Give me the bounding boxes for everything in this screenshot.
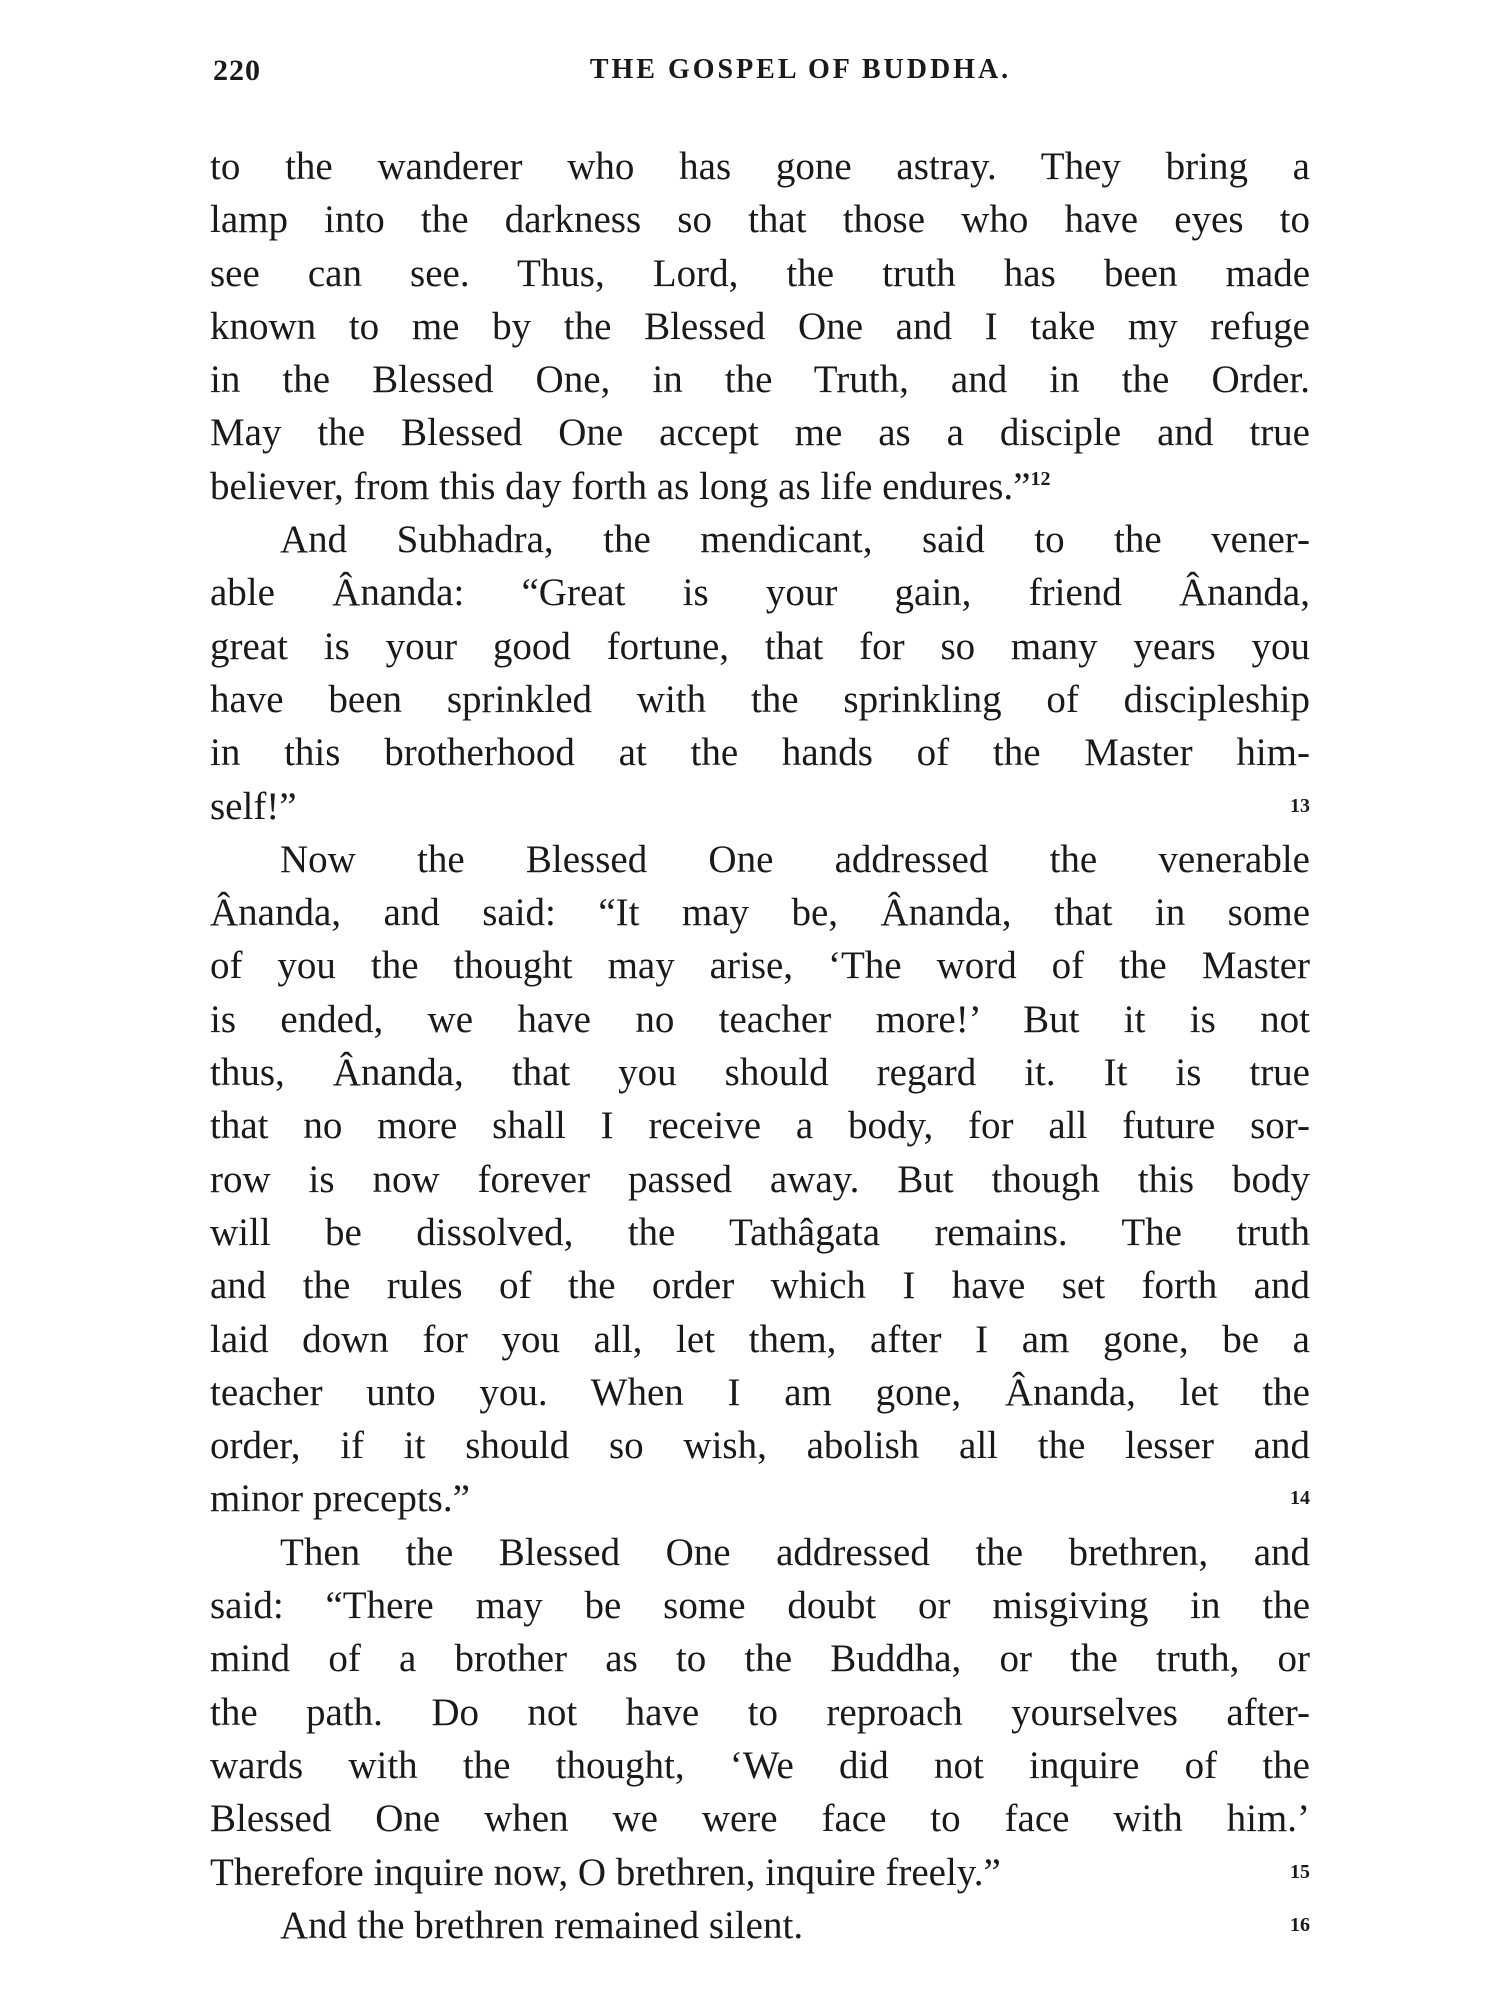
line-text: Ânanda, and said: “It may be, Ânanda, that in some	[210, 891, 1310, 935]
text-line	[210, 1419, 1310, 1472]
text-line	[210, 1366, 1310, 1419]
line-text: wards with the thought, ‘We did not inquire of the	[210, 1743, 1310, 1787]
text-line	[210, 1472, 1310, 1525]
running-title: THE GOSPEL OF BUDDHA.	[589, 54, 1012, 85]
text-line	[210, 1313, 1310, 1366]
line-text: self!”	[210, 784, 297, 828]
text-line	[210, 886, 1310, 939]
line-text: Then the Blessed One addressed the brethren, and	[280, 1530, 1310, 1574]
line-text: known to me by the Blessed One and I take my refuge	[210, 304, 1310, 348]
line-text: May the Blessed One accept me as a disciple and true	[210, 411, 1310, 455]
text-line	[210, 939, 1310, 992]
text-line	[210, 1046, 1310, 1099]
line-text: in this brotherhood at the hands of the Master him-	[210, 731, 1310, 775]
text-line	[210, 1846, 1310, 1899]
line-text: teacher unto you. When I am gone, Ânanda, let the	[210, 1370, 1310, 1414]
line-text: row is now forever passed away. But though this body	[210, 1157, 1310, 1201]
verse-number: 16	[1290, 1913, 1310, 1936]
line-text: mind of a brother as to the Buddha, or the truth, or	[210, 1637, 1310, 1681]
text-line	[210, 833, 1310, 886]
text-line	[210, 1899, 1310, 1952]
line-text: that no more shall I receive a body, for all future sor-	[210, 1104, 1310, 1148]
line-text: minor precepts.”	[210, 1477, 470, 1521]
line-text: have been sprinkled with the sprinkling of discipleship	[210, 677, 1310, 721]
text-line	[210, 1206, 1310, 1259]
text-line	[210, 726, 1310, 779]
text-line	[210, 780, 1310, 833]
line-text: And the brethren remained silent.	[280, 1903, 804, 1947]
line-text: will be dissolved, the Tathâgata remains. The truth	[210, 1210, 1310, 1254]
line-text: great is your good fortune, that for so many years you	[210, 624, 1310, 668]
line-text: lamp into the darkness so that those who have eyes to	[210, 198, 1310, 242]
text-line	[210, 1579, 1310, 1632]
text-line	[210, 193, 1310, 246]
text-line	[210, 1526, 1310, 1579]
line-text: see can see. Thus, Lord, the truth has been made	[210, 251, 1310, 295]
verse-number: 13	[1290, 794, 1310, 817]
text-line	[210, 993, 1310, 1046]
line-text: order, if it should so wish, abolish all the lesser and	[210, 1424, 1310, 1468]
body-text	[210, 140, 1310, 1952]
text-line	[210, 1153, 1310, 1206]
text-line	[210, 513, 1310, 566]
page-header	[213, 46, 1308, 96]
line-text: thus, Ânanda, that you should regard it. It is true	[210, 1051, 1310, 1095]
line-text: to the wanderer who has gone astray. They bring a	[210, 145, 1310, 188]
text-line	[210, 247, 1310, 300]
text-line	[210, 620, 1310, 673]
text-line	[210, 1739, 1310, 1792]
line-text: said: “There may be some doubt or misgiving in the	[210, 1584, 1310, 1628]
text-line	[210, 353, 1310, 406]
line-text: in the Blessed One, in the Truth, and in the Order.	[210, 358, 1310, 402]
text-line	[210, 460, 1310, 513]
verse-number: 12	[1030, 467, 1051, 490]
line-text: the path. Do not have to reproach yourselves after-	[210, 1690, 1310, 1734]
verse-number: 15	[1290, 1860, 1310, 1883]
line-text: of you the thought may arise, ‘The word of the Master	[210, 944, 1310, 988]
text-line	[210, 140, 1310, 193]
line-text: and the rules of the order which I have set forth and	[210, 1264, 1310, 1308]
text-line	[210, 1686, 1310, 1739]
text-line	[210, 1792, 1310, 1845]
text-line	[210, 673, 1310, 726]
text-line	[210, 406, 1310, 459]
text-line	[210, 1632, 1310, 1685]
line-text: is ended, we have no teacher more!’ But it is not	[210, 997, 1310, 1041]
text-line	[210, 1259, 1310, 1312]
line-text: Blessed One when we were face to face with him.’	[210, 1797, 1310, 1841]
verse-number: 14	[1290, 1487, 1310, 1510]
page-number: 220	[213, 54, 261, 87]
line-text: laid down for you all, let them, after I am gone, be a	[210, 1317, 1310, 1361]
line-text: Now the Blessed One addressed the venerable	[280, 837, 1310, 881]
line-text: able Ânanda: “Great is your gain, friend Ânanda,	[210, 571, 1310, 615]
text-line	[210, 300, 1310, 353]
line-text: believer, from this day forth as long as life endures.”	[210, 464, 1031, 508]
text-line	[210, 566, 1310, 619]
line-text: And Subhadra, the mendicant, said to the vener-	[280, 518, 1310, 562]
text-line	[210, 1099, 1310, 1152]
line-text: Therefore inquire now, O brethren, inquire freely.”	[210, 1850, 1001, 1894]
